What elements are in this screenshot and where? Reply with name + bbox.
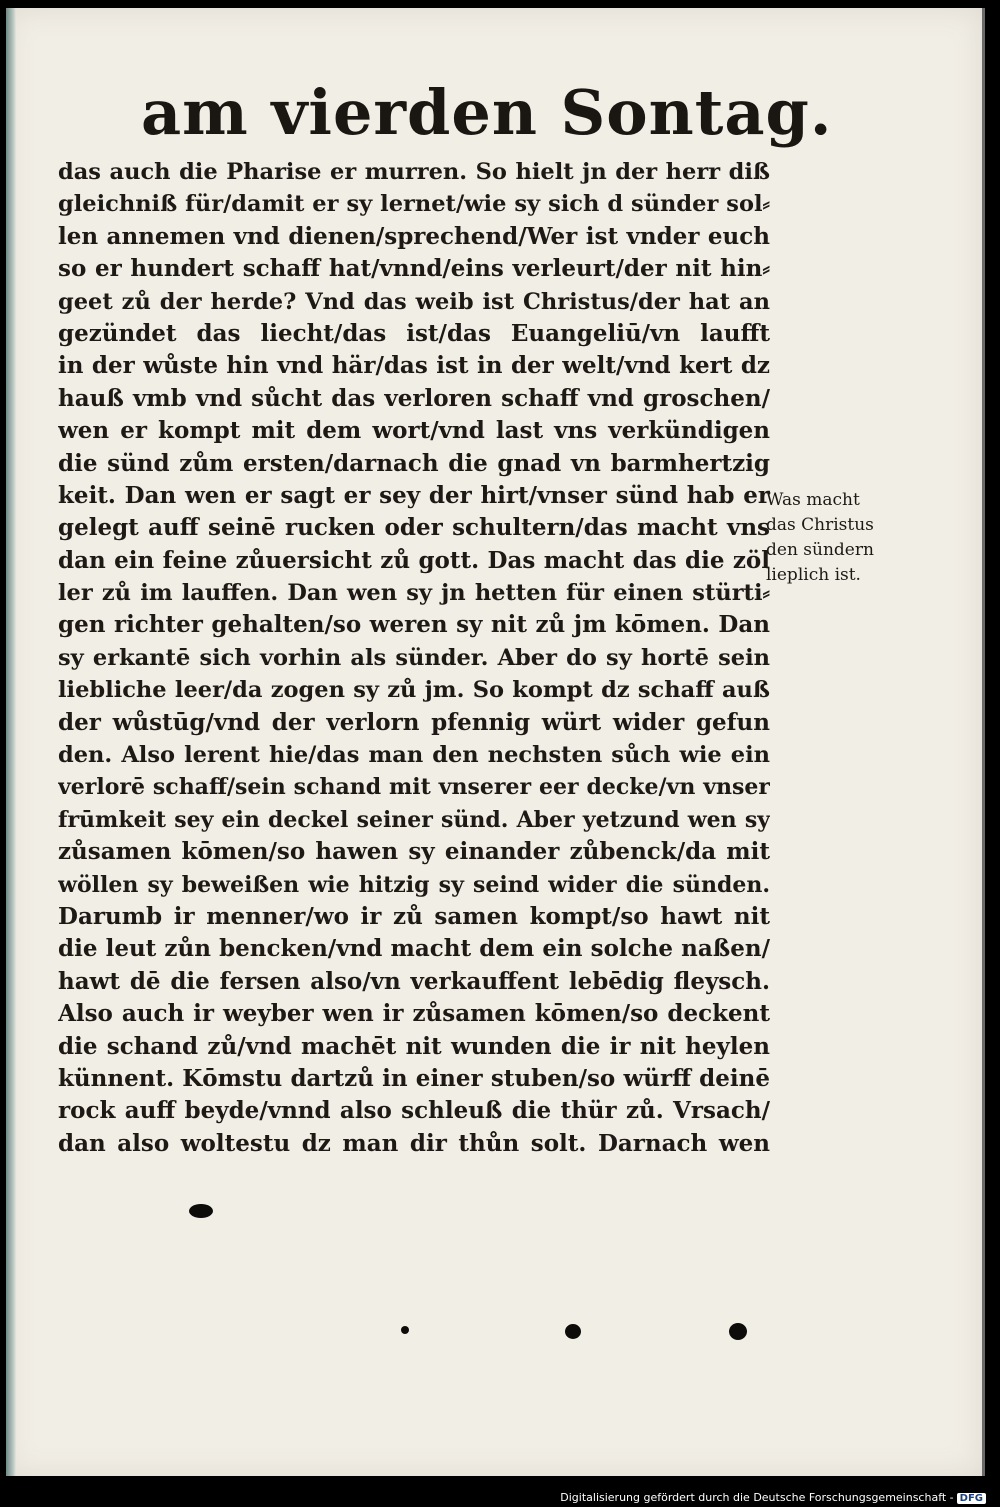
footer-text: Digitalisierung gefördert durch die Deutsche Forschungsgemeinschaft - bbox=[560, 1491, 954, 1504]
marginal-note-line: lieplich ist. bbox=[766, 565, 861, 585]
text-line: gleichniß für/damit er sy lernet/wie sy sich d sünder sol⸗ bbox=[58, 191, 770, 218]
text-line: ler zů im lauffen. Dan wen sy jn hetten für einen stürti⸗ bbox=[58, 580, 770, 607]
running-head: am vierden Sontag. bbox=[141, 76, 833, 149]
book-page bbox=[6, 8, 985, 1476]
text-line: die leut zůn bencken/vnd macht dem ein solche naßen/ bbox=[58, 935, 770, 963]
digitization-footer bbox=[560, 1491, 986, 1504]
text-line: frūmkeit sey ein deckel seiner sünd. Aber yetzund wen sy bbox=[58, 806, 770, 833]
ink-blot bbox=[729, 1323, 747, 1340]
ink-blot bbox=[189, 1204, 213, 1218]
body-text bbox=[58, 156, 770, 1160]
text-line: wen er kompt mit dem wort/vnd last vns verkündigen bbox=[58, 417, 770, 445]
ink-blot bbox=[565, 1324, 581, 1339]
page-spine-edge bbox=[6, 8, 16, 1476]
text-line: der wůstūg/vnd der verlorn pfennig würt wider gefun bbox=[58, 708, 770, 736]
text-line: zůsamen kōmen/so hawen sy einander zůbenck/da mit bbox=[58, 838, 770, 866]
text-line: in der wůste hin vnd här/das ist in der welt/vnd kert dz bbox=[58, 352, 770, 380]
marginal-note-line: das Christus bbox=[766, 515, 874, 535]
marginal-note-line: den sündern bbox=[766, 540, 874, 560]
text-line: gelegt auff seinē rucken oder schultern/das macht vns bbox=[58, 514, 770, 542]
text-line: die schand zů/vnd machēt nit wunden die ir nit heylen bbox=[58, 1032, 770, 1060]
text-line: Darumb ir menner/wo ir zů samen kompt/so hawt nit bbox=[58, 902, 770, 930]
text-line: den. Also lerent hie/das man den nechsten sůch wie ein bbox=[58, 742, 770, 769]
text-line: das auch die Pharise er murren. So hielt jn der herr diß bbox=[58, 159, 770, 185]
text-line: keit. Dan wen er sagt er sey der hirt/vnser sünd hab er bbox=[58, 481, 770, 509]
text-line: dan ein feine zůuersicht zů gott. Das macht das die zöl bbox=[58, 546, 770, 574]
text-line: gen richter gehalten/so weren sy nit zů jm kōmen. Dan bbox=[58, 611, 770, 639]
text-line: rock auff beyde/vnnd also schleuß die thür zů. Vrsach/ bbox=[58, 1097, 770, 1125]
marginal-note bbox=[766, 488, 916, 588]
text-line: künnent. Kōmstu dartzů in einer stuben/so würff deinē bbox=[58, 1064, 770, 1092]
text-line: geet zů der herde? Vnd das weib ist Christus/der hat an bbox=[58, 288, 770, 315]
text-line: Also auch ir weyber wen ir zůsamen kōmen/so deckent bbox=[58, 1000, 770, 1028]
dfg-logo: DFG bbox=[957, 1493, 986, 1504]
text-line: hawt dē die fersen also/vn verkauffent lebēdig fleysch. bbox=[58, 967, 770, 995]
text-line: sy erkantē sich vorhin als sünder. Aber do sy hortē sein bbox=[58, 644, 770, 671]
ink-blot bbox=[401, 1326, 409, 1334]
text-line: liebliche leer/da zogen sy zů jm. So kompt dz schaff auß bbox=[58, 677, 770, 704]
text-line: len annemen vnd dienen/sprechend/Wer ist vnder euch bbox=[58, 222, 770, 250]
text-line: dan also woltestu dz man dir thůn solt. Darnach wen bbox=[58, 1129, 770, 1157]
text-line: wöllen sy beweißen wie hitzig sy seind wider die sünden. bbox=[58, 871, 770, 898]
marginal-note-line: Was macht bbox=[766, 490, 860, 510]
text-line: hauß vmb vnd sůcht das verloren schaff vnd groschen/ bbox=[58, 384, 770, 412]
text-line: die sünd zům ersten/darnach die gnad vn barmhertzig bbox=[58, 449, 770, 477]
text-line: gezündet das liecht/das ist/das Euangeliū/vn laufft bbox=[58, 319, 770, 347]
text-line: so er hundert schaff hat/vnnd/eins verleurt/der nit hin⸗ bbox=[58, 255, 770, 283]
text-line: verlorē schaff/sein schand mit vnserer eer decke/vn vnser bbox=[58, 774, 770, 801]
